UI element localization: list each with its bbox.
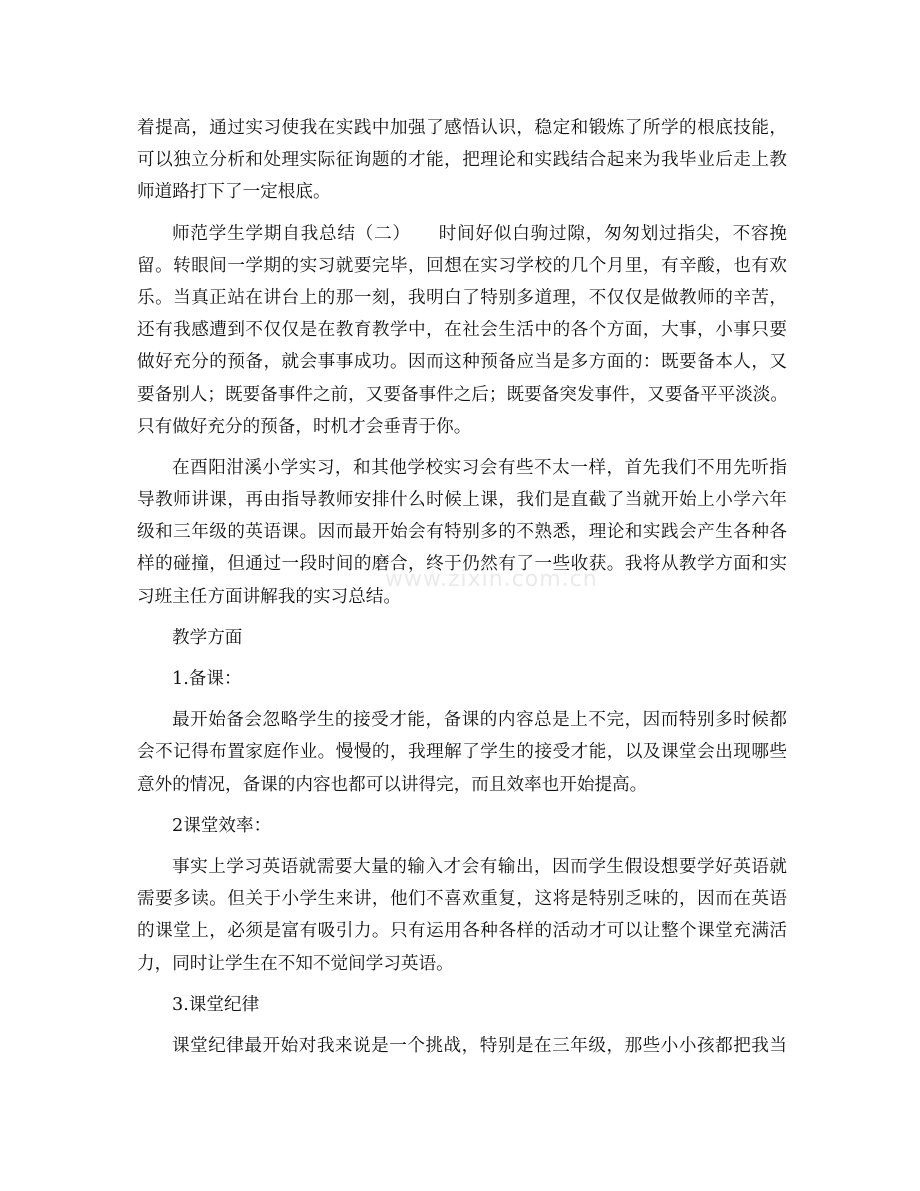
subsection-heading [137, 989, 787, 1021]
text-line: 师范学生学期自我总结（二） 时间好似白驹过隙，匆匆划过指尖，不容挽 [172, 223, 787, 244]
text-line: 课堂纪律最开始对我来说是一个挑战，特别是在三年级，那些小小孩都把我当 [172, 1035, 787, 1056]
text-line: 意外的情况，备课的内容也都可以讲得完，而且效率也开始提高。 [137, 774, 648, 795]
subsection-heading [137, 663, 787, 695]
text-line: 导教师讲课，再由指导教师安排什么时候上课，我们是直截了当就开始上小学六年 [137, 490, 787, 511]
paragraph [137, 218, 787, 443]
paragraph [137, 452, 787, 613]
text-line: 需要多读。但关于小学生来讲，他们不喜欢重复，这将是特别乏味的，因而在英语 [137, 889, 787, 910]
text-line: 留。转眼间一学期的实习就要完毕，回想在实习学校的几个月里，有辛酸，也有欢 [137, 255, 787, 276]
text-line: 做好充分的预备，就会事事成功。因而这种预备应当是多方面的：既要备本人，又 [137, 352, 787, 373]
text-line: 事实上学习英语就需要大量的输入才会有输出，因而学生假设想要学好英语就 [172, 856, 787, 877]
text-line: 乐。当真正站在讲台上的那一刻，我明白了特别多道理，不仅仅是做教师的辛苦， [137, 287, 787, 308]
watermark: www.zixin.com.cn [385, 567, 598, 592]
paragraph [137, 1030, 787, 1062]
text-line: 还有我感遭到不仅仅是在教育教学中，在社会生活中的各个方面，大事，小事只要 [137, 320, 787, 341]
text-line: 着提高，通过实习使我在实践中加强了感悟认识，稳定和锻炼了所学的根底技能， [137, 118, 787, 138]
text-line: 会不记得布置家庭作业。慢慢的，我理解了学生的接受才能，以及课堂会出现哪些 [137, 742, 787, 763]
text-line: 要备别人；既要备事件之前，又要备事件之后；既要备突发事件，又要备平平淡淡。 [137, 384, 788, 405]
text-line: 师道路打下了一定根底。 [137, 182, 331, 203]
paragraph [137, 851, 787, 980]
heading-text: 2课堂效率： [172, 815, 272, 836]
text-line: 最开始备会忽略学生的接受才能，备课的内容总是上不完，因而特别多时候都 [172, 710, 787, 731]
heading-text: 3.课堂纪律 [172, 994, 260, 1015]
text-line: 习班主任方面讲解我的实习总结。 [137, 586, 401, 607]
subsection-heading [137, 810, 787, 842]
text-line: 力，同时让学生在不知不觉间学习英语。 [137, 953, 454, 974]
text-line: 级和三年级的英语课。因而最开始会有特别多的不熟悉，理论和实践会产生各种各 [137, 522, 787, 543]
paragraph [137, 704, 787, 801]
paragraph [137, 112, 787, 209]
section-heading [137, 622, 787, 654]
text-line: 只有做好充分的预备，时机才会垂青于你。 [137, 416, 472, 437]
document-body [137, 112, 787, 1062]
text-line: 在酉阳泔溪小学实习，和其他学校实习会有些不太一样，首先我们不用先听指 [172, 457, 787, 478]
text-line: 的课堂上，必须是富有吸引力。只有运用各种各样的活动才可以让整个课堂充满活 [137, 921, 787, 942]
heading-text: 1.备课： [172, 669, 242, 689]
text-line: 样的碰撞，但通过一段时间的磨合，终于仍然有了一些收获。我将从教学方面和实 [137, 554, 787, 575]
text-line: 可以独立分析和处理实际征询题的才能，把理论和实践结合起来为我毕业后走上教 [137, 150, 787, 171]
heading-text: 教学方面 [172, 627, 243, 648]
